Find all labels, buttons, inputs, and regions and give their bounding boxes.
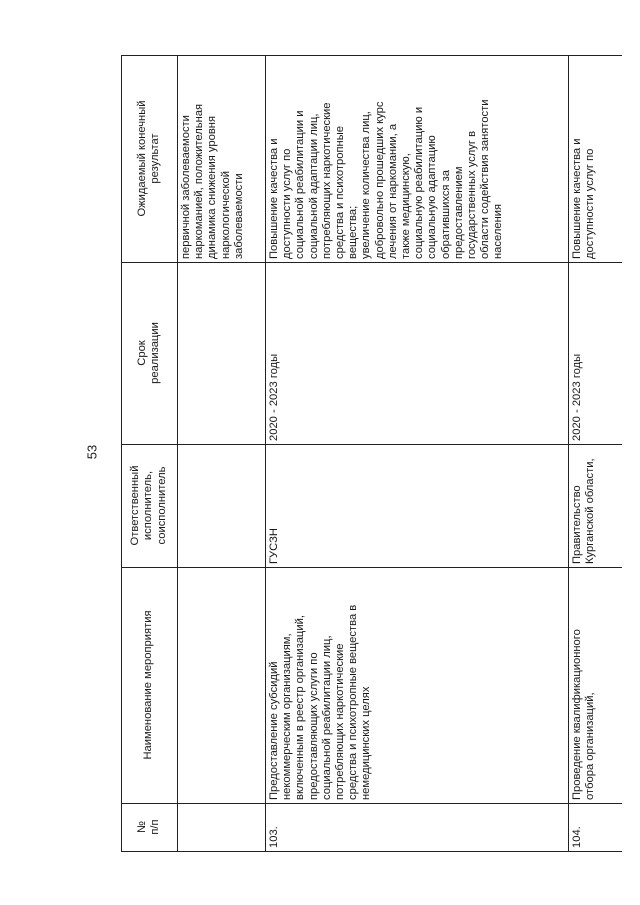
header-term-cell bbox=[121, 262, 177, 444]
header-name: Наименование мероприятия bbox=[142, 610, 155, 760]
row-103-result-cell bbox=[265, 55, 568, 262]
row-continuation-result: первичной заболеваемости наркоманией, положительная динамика снижения уровня наркологической заболеваемости bbox=[180, 103, 245, 259]
header-name-cell bbox=[121, 567, 177, 803]
header-executor: Ответственный исполнитель, соисполнитель bbox=[129, 465, 168, 546]
row-103-executor: ГУСЗН bbox=[268, 528, 280, 564]
row-103-result: Повышение качества и доступности услуг по социальной реабилитации и социальной адаптации лиц, потребляющих наркотические средства и психотропные вещества; увеличение количества лиц, добровольно прошедших курс лечения от наркомании, а также медицинскую, социальную реабилитацию и социальную адаптацию обратившихся за предоставлением государственных услуг в области содействия занятости населения bbox=[268, 99, 505, 259]
row-104-executor: Правительство Курганской области, bbox=[571, 458, 597, 564]
row-104-num-cell bbox=[568, 803, 622, 851]
row-103-term-cell bbox=[265, 262, 568, 444]
row-104-executor-cell bbox=[568, 444, 622, 567]
table-row-continuation-result bbox=[177, 55, 265, 262]
table-row-104 bbox=[568, 55, 622, 852]
header-executor-cell bbox=[121, 444, 177, 567]
row-104-result: Повышение качества и доступности услуг по bbox=[571, 138, 597, 259]
table-border-bottom bbox=[568, 851, 622, 852]
row-103-term: 2020 - 2023 годы bbox=[268, 353, 280, 441]
row-103-executor-cell bbox=[265, 444, 568, 567]
header-num-cell bbox=[121, 803, 177, 851]
row-104-term: 2020 - 2023 годы bbox=[571, 353, 583, 441]
header-term: Срок реализации bbox=[135, 322, 161, 384]
header-num: № п/п bbox=[135, 819, 161, 835]
row-103-name: Предоставление субсидий некоммерческим организациям, включенным в реестр организаций, предоставляющих услуги по социальной реабилитации лиц, потребляющих наркотические средства и психотропные вещества в немедицинских целях bbox=[268, 604, 373, 800]
header-result: Ожидаемый конечный результат bbox=[135, 100, 161, 217]
row-104-num: 104. bbox=[571, 826, 583, 848]
row-103-num: 103. bbox=[268, 826, 280, 848]
row-103-name-cell bbox=[265, 567, 568, 803]
row-104-term-cell bbox=[568, 262, 622, 444]
row-103-num-cell bbox=[265, 803, 420, 851]
row-104-name-cell bbox=[568, 567, 622, 803]
row-104-name: Проведение квалификационного отбора организаций, bbox=[571, 629, 597, 800]
row-104-result-cell bbox=[568, 55, 622, 262]
measures-table bbox=[121, 55, 569, 852]
page-number: 53 bbox=[84, 444, 100, 460]
table-border-bottom bbox=[121, 851, 569, 852]
header-result-cell bbox=[121, 55, 177, 262]
